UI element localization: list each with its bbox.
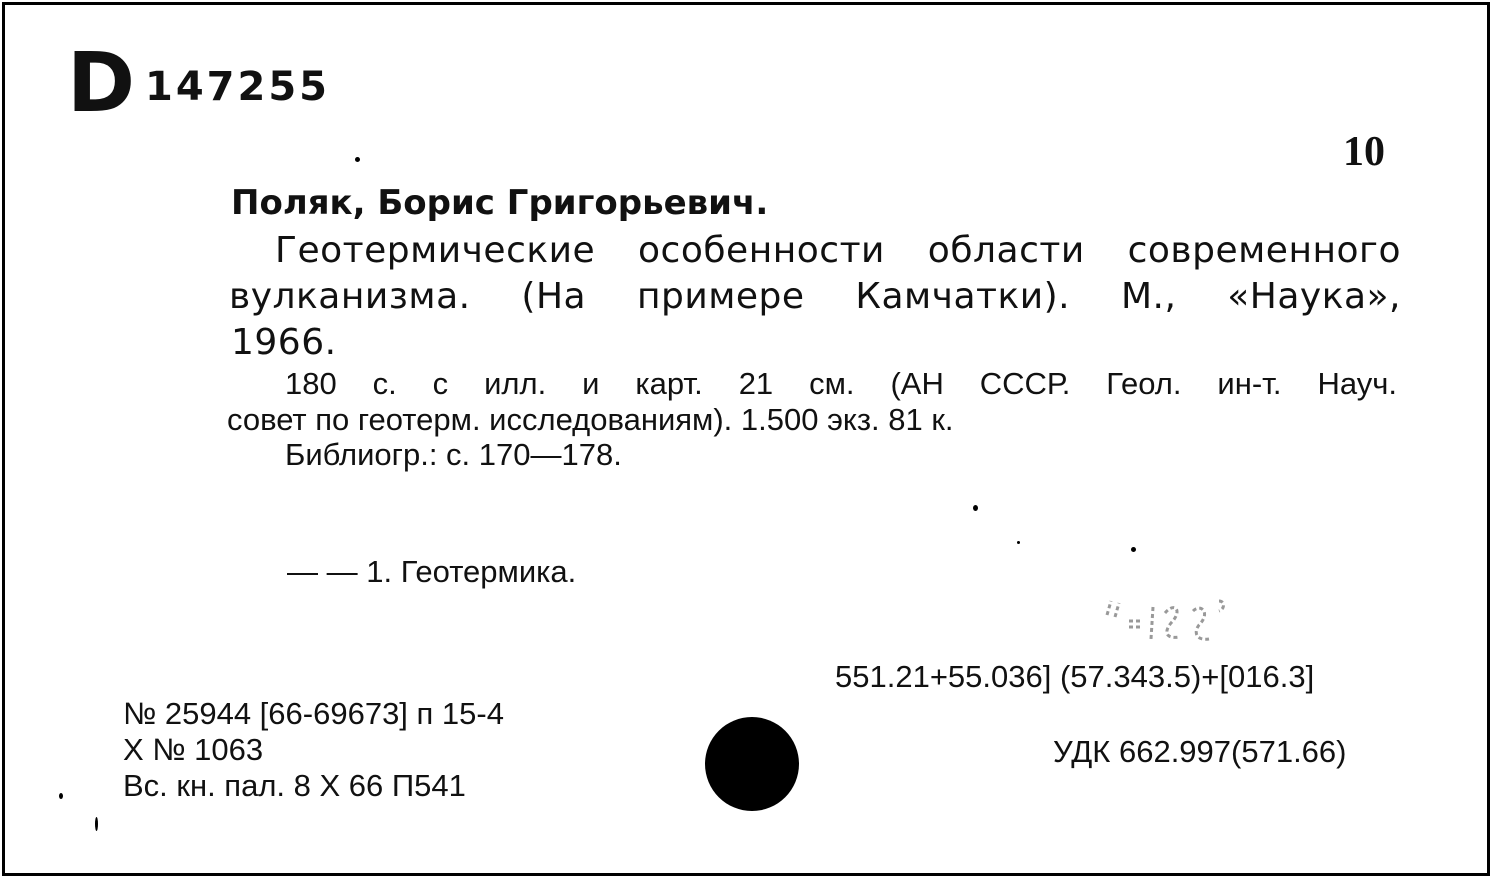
ink-speck (95, 817, 98, 831)
subject-heading: — — 1. Геотермика. (287, 554, 577, 589)
udc-index: УДК 662.997(571.66) (1053, 734, 1347, 769)
ink-speck (1017, 541, 1020, 544)
print-info-line-2: Х № 1063 (123, 732, 264, 767)
author-heading: Поляк, Борис Григорьевич. (231, 183, 769, 223)
inventory-number: 147255 (145, 64, 330, 110)
ink-speck (973, 505, 978, 511)
print-info-line-3: Вс. кн. пал. 8 X 66 П541 (123, 768, 466, 803)
ink-speck (1131, 547, 1136, 552)
card-number: 10 (1343, 129, 1385, 175)
stamp-letter: D (67, 36, 136, 131)
catalog-card (2, 2, 1490, 876)
title-line-1: Геотермические особенности области современного (275, 230, 1401, 271)
classification-index: 551.21+55.036] (57.343.5)+[016.3] (835, 659, 1315, 694)
description-line-1: 180 с. с илл. и карт. 21 см. (АН СССР. Геол. ин-т. Науч. (285, 366, 1397, 401)
title-line-3: 1966. (231, 322, 337, 363)
punch-hole (705, 717, 799, 811)
ink-speck (59, 793, 63, 799)
title-line-2: вулканизма. (На примере Камчатки). М., «Наука», (229, 276, 1401, 317)
print-info-line-1: № 25944 [66-69673] п 15-4 (123, 696, 504, 731)
description-line-2: совет по геотерм. исследованиям). 1.500 экз. 81 к. (227, 402, 954, 437)
faint-handwritten-mark (1101, 595, 1231, 645)
bibliography-note: Библиогр.: с. 170—178. (285, 437, 622, 472)
ink-speck (355, 157, 360, 162)
